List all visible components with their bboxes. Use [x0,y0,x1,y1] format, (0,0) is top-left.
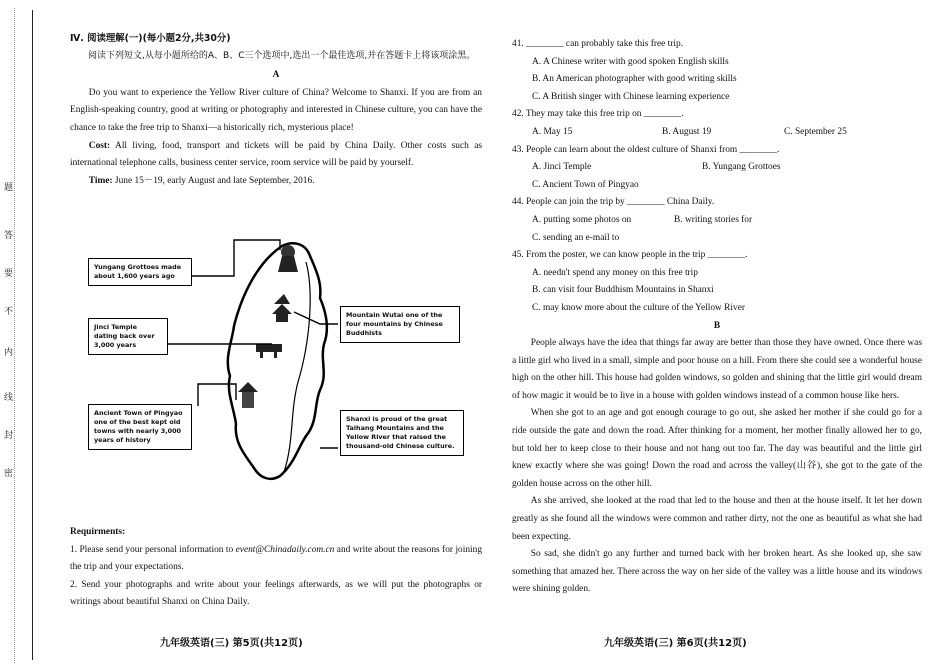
cost-label: Cost: [88,140,111,151]
cost-text: All living, food, transport and tickets will be paid by China Daily. Other costs such as international telephone calls, business center service, room service will be paid by yourself. [70,140,483,169]
q45-option-a: A. needn't spend any money on this free trip [532,267,698,278]
right-footer: 九年级英语(三) 第6页(共12页) [604,638,747,649]
requirement-1 [70,542,482,577]
time-label: Time: [88,175,113,186]
left-footer: 九年级英语(三) 第5页(共12页) [160,638,303,649]
q43-option-b: B. Yungang Grottoes [702,162,781,173]
question-44: 44. People can join the trip by ________ China Daily. [512,197,715,208]
passage-b-label: B [713,320,721,331]
q45-option-c: C. may know more about the culture of the Yellow River [532,302,745,313]
instruction: 阅读下列短文,从每小题所给的A、B、C三个选项中,选出一个最佳选项,并在答题卡上将该项涂黑。 [88,50,476,61]
q44-options-ab [532,212,922,230]
q45-option-b: B. can visit four Buddhism Mountains in Shanxi [532,285,714,296]
requirement-1-text-a: 1. Please send your personal information to [70,544,234,555]
question-42: 42. They may take this free trip on ________. [512,109,684,120]
shanxi-outline [228,243,327,479]
passage-b-paragraph-2: When she got to an age and got enough courage to go out, she asked her mother if she could go for a ride outside the gate and down the road. After thinking for a moment, her mother finally allowed her to go, but told her to keep close to their house and not hang out too far. The day was beautiful and the little girl knew exactly where she was going! Down the road and across the valley(山谷), she got to the gate of the golden house across on the other hill. [512,408,922,489]
requirements-label: Requirments: [70,527,126,537]
q43-options-ab [532,159,922,177]
shanxi-map [84,232,470,486]
binding-char: 题 [4,183,14,193]
left-page [70,30,482,190]
q41-option-a: A. A Chinese writer with good spoken English skills [532,56,729,67]
q41-option-b: B. An American photographer with good writing skills [532,74,737,85]
pingyao-box: Ancient Town of Pingyao one of the best kept old towns with nearly 3,000 years of history [88,404,192,450]
binding-line [32,10,33,660]
email-address: event@Chinadaily.com.cn [235,544,335,555]
binding-char: 答 [4,231,14,241]
passage-a-label: A [272,70,280,81]
binding-char: 不 [4,307,14,317]
q44-option-a: A. putting some photos on [532,214,632,225]
jinci-box: Jinci Temple dating back over 3,000 years [88,318,168,355]
wutai-box: Mountain Wutai one of the four mountains by Chinese Buddhists [340,306,460,343]
question-43: 43. People can learn about the oldest culture of Shanxi from ________. [512,144,780,155]
time-text: June 15－19, early August and late September, 2016. [114,175,315,186]
q41-option-c: C. A British singer with Chinese learning experience [532,91,730,102]
passage-b-paragraph-3: As she arrived, she looked at the road that led to the house and then at the house itself. It let her down greatly as she found all the windows were common and rather dirty, not the one as beautiful as what she had been expecting. [512,496,922,542]
binding-char: 要 [4,269,14,279]
binding-dotted-line [14,8,16,663]
proud-box: Shanxi is proud of the great Taihang Mountains and the Yellow River that raised the thousand-old Chinese culture. [340,410,464,456]
binding-char: 线 [4,393,14,403]
q42-option-b: B. August 19 [662,126,712,137]
passage-a-paragraph: Do you want to experience the Yellow River culture of China? Welcome to Shanxi. If you are from an English-speaking country, good at writing or photography and interested in Chinese culture, you can have the chance to take the free trip to Shanxi—a historically rich, mysterious place! [70,87,482,133]
cost-paragraph [70,138,482,173]
binding-char: 密 [4,469,14,479]
question-41: 41. ________ can probably take this free trip. [512,39,684,49]
requirements-block [70,524,482,612]
binding-char: 封 [4,431,14,441]
q44-option-c: C. sending an e-mail to [532,232,620,243]
requirement-2: 2. Send your photographs and write about your feelings afterwards, as we will put the photographs or writings about beautiful Shanxi on China Daily. [70,579,482,608]
passage-b-paragraph-1: People always have the idea that things far away are better than those they have owned. Once there was a little girl who lived in a small, simple and poor house on a hill. From there she could see a wonderful house high on the other hill. This house had golden windows, so golden and shining that the little girl would dream of how magic it would be to live in a house with golden windows instead of a common house like hers. [512,338,922,401]
section-title: Ⅳ. 阅读理解(一)(每小题2分,共30分) [70,33,231,44]
requirement-1-text-b: and write about the reasons for joining the trip and your expectations. [70,544,483,573]
q43-option-a: A. Jinci Temple [532,162,592,173]
q42-option-a: A. May 15 [532,126,573,137]
yungang-box: Yungang Grottoes made about 1,600 years ago [88,258,192,286]
binding-char: 内 [4,348,14,358]
time-paragraph [70,173,482,191]
right-page [512,36,922,599]
passage-b-paragraph-4: So sad, she didn't go any further and turned back with her broken heart. As she looked up, she saw something that amazed her. There across the way on her side of the valley was a little house and its windows were shining golden. [512,549,922,595]
binding-margin [0,0,40,672]
q42-option-c: C. September 25 [784,126,847,137]
q42-options [532,124,922,142]
question-45: 45. From the poster, we can know people in the trip ________. [512,250,748,261]
q44-option-b: B. writing stories for [674,214,753,225]
q43-option-c: C. Ancient Town of Pingyao [532,179,639,190]
